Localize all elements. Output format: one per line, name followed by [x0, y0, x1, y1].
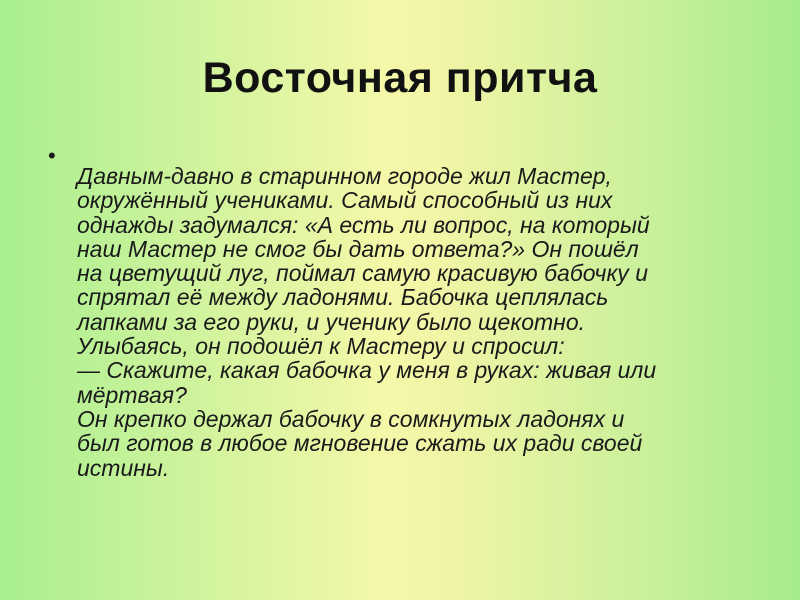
- text-line: лапками за его руки, и ученику было щекотно.: [77, 308, 585, 335]
- bullet-point: •: [48, 143, 56, 168]
- text-line: истины.: [77, 454, 170, 481]
- text-line: наш Мастер не смог бы дать ответа?» Он пошёл: [77, 235, 639, 262]
- text-line: — Скажите, какая бабочка у меня в руках: живая или: [77, 357, 657, 384]
- text-line: Давным-давно в старинном городе жил Мастер,: [77, 163, 612, 189]
- parable-text: [77, 164, 777, 480]
- text-line: спрятал её между ладонями. Бабочка цеплялась: [77, 284, 609, 311]
- text-line: окружённый учениками. Самый способный из них: [77, 187, 613, 214]
- text-line: Он крепко держал бабочку в сомкнутых ладонях и: [77, 405, 625, 432]
- text-line: мёртвая?: [77, 381, 187, 408]
- text-line: Улыбаясь, он подошёл к Мастеру и спросил:: [77, 333, 565, 360]
- slide-title: Восточная притча: [202, 54, 598, 102]
- text-line: был готов в любое мгновение сжать их ради своей: [77, 430, 643, 457]
- text-line: на цветущий луг, поймал самую красивую бабочку и: [77, 260, 648, 287]
- text-line: однажды задумался: «А есть ли вопрос, на который: [77, 211, 650, 238]
